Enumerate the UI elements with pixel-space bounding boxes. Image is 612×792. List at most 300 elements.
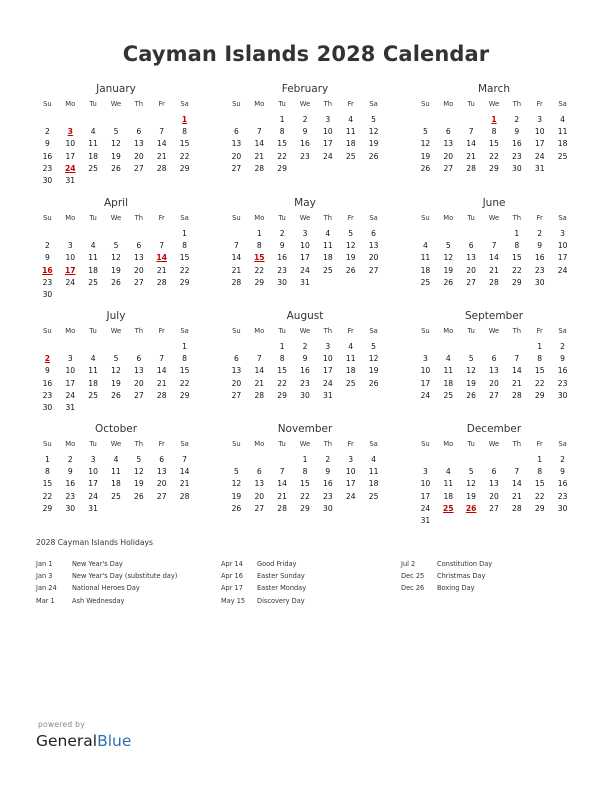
weekday-header: Tu	[89, 327, 97, 335]
day: 1	[302, 455, 308, 464]
weekday-header: Su	[232, 440, 241, 448]
day: 10	[345, 467, 356, 477]
day: 7	[159, 127, 165, 137]
day: 2	[560, 455, 565, 464]
day: 21	[231, 265, 242, 275]
weekday-header: Th	[323, 327, 333, 335]
day: 13	[489, 366, 499, 376]
day: 13	[254, 479, 265, 489]
day: 4	[423, 241, 428, 251]
day: 23	[42, 390, 53, 400]
day: 22	[534, 491, 545, 501]
day: 7	[514, 354, 520, 364]
brand-logo[interactable]	[36, 732, 131, 750]
day: 15	[277, 366, 287, 376]
day: 3	[67, 241, 73, 251]
empty-day	[127, 114, 150, 126]
day: 4	[113, 455, 119, 464]
weekday-header: Tu	[278, 100, 286, 108]
day: 22	[179, 151, 190, 161]
weekday-header: Mo	[254, 327, 265, 335]
empty-day	[225, 341, 248, 353]
day: 1	[514, 229, 520, 238]
month-april	[36, 196, 196, 301]
day: 19	[231, 491, 242, 501]
weekday-header: We	[299, 214, 311, 222]
day: 3	[302, 229, 308, 238]
day: 9	[67, 467, 73, 477]
weekday-header: Sa	[369, 100, 378, 108]
day: 8	[302, 467, 308, 477]
weekday-header: We	[299, 327, 311, 335]
weekday-header: Sa	[180, 214, 189, 222]
day: 4	[90, 127, 96, 137]
day: 6	[491, 467, 497, 477]
holiday-day: 25	[442, 503, 454, 513]
month-name: January	[96, 83, 136, 95]
weekday-header: Fr	[347, 214, 354, 222]
month-february	[225, 82, 385, 175]
day: 25	[443, 390, 454, 400]
empty-day	[82, 341, 105, 353]
empty-day	[225, 228, 248, 240]
day: 1	[256, 229, 262, 238]
holiday-name: Easter Monday	[257, 584, 307, 593]
day: 31	[420, 515, 431, 525]
day: 16	[42, 151, 53, 161]
powered-by-label: powered by	[38, 720, 85, 729]
weekday-header: Sa	[369, 327, 378, 335]
day: 28	[156, 390, 167, 400]
holiday-name: Constitution Day	[437, 560, 493, 568]
holiday-date: May 15	[221, 596, 246, 605]
day: 25	[88, 277, 98, 287]
month-august	[225, 309, 385, 402]
day: 27	[156, 491, 167, 501]
empty-day	[460, 114, 483, 126]
empty-day	[82, 228, 105, 240]
day: 26	[134, 491, 144, 501]
holiday-name: Boxing Day	[437, 584, 475, 593]
empty-day	[36, 341, 59, 353]
day: 2	[325, 455, 331, 464]
day: 31	[323, 390, 333, 400]
day: 29	[300, 503, 310, 513]
holiday-row	[36, 558, 177, 570]
weekday-header: Th	[323, 214, 333, 222]
month-name: March	[477, 83, 510, 95]
day: 9	[302, 354, 308, 364]
holiday-name: Easter Sunday	[257, 572, 305, 581]
month-name: August	[286, 310, 324, 322]
day: 23	[323, 491, 333, 501]
day: 19	[345, 253, 356, 263]
empty-day	[414, 341, 437, 353]
day: 11	[443, 479, 454, 489]
day: 1	[182, 342, 187, 351]
day: 6	[159, 455, 165, 464]
weekday-header: Su	[43, 440, 52, 448]
day: 21	[179, 479, 190, 489]
day: 3	[423, 354, 428, 364]
holiday-date: Jan 24	[36, 584, 57, 593]
day: 25	[323, 265, 333, 275]
day: 14	[254, 139, 265, 149]
weekday-header: Mo	[254, 214, 265, 222]
weekday-header: Fr	[158, 214, 165, 222]
day: 21	[466, 151, 476, 161]
empty-day	[59, 228, 82, 240]
month-july	[36, 309, 196, 414]
holiday-date: Mar 1	[36, 596, 55, 605]
day: 7	[159, 354, 165, 364]
day: 13	[466, 253, 476, 263]
holiday-date: Apr 14	[221, 560, 243, 568]
weekday-header: Sa	[180, 440, 189, 448]
day: 14	[512, 366, 522, 376]
day: 17	[345, 479, 356, 489]
day: 14	[156, 366, 167, 376]
day: 3	[348, 455, 354, 464]
day: 8	[182, 241, 187, 251]
day: 7	[256, 127, 262, 137]
empty-day	[127, 341, 150, 353]
day: 13	[443, 139, 454, 149]
day: 8	[256, 241, 262, 251]
day: 12	[443, 253, 454, 263]
month-name: July	[106, 310, 126, 322]
month-name: December	[466, 423, 522, 435]
day: 6	[136, 241, 142, 251]
weekday-header: Tu	[278, 214, 286, 222]
day: 20	[134, 265, 144, 275]
day: 12	[466, 479, 476, 489]
weekday-header: We	[488, 327, 500, 335]
weekday-header: Th	[512, 100, 522, 108]
holiday-day: 15	[253, 253, 265, 263]
day: 8	[537, 467, 543, 477]
day: 11	[88, 139, 98, 149]
day: 15	[534, 479, 545, 489]
day: 21	[489, 265, 499, 275]
day: 12	[111, 253, 121, 263]
day: 26	[466, 390, 476, 400]
day: 18	[88, 265, 98, 275]
day: 28	[489, 277, 499, 287]
empty-day	[59, 341, 82, 353]
month-may	[225, 196, 385, 289]
day: 30	[534, 277, 545, 287]
day: 22	[300, 491, 310, 501]
holiday-name: Discovery Day	[257, 596, 305, 605]
month-name: September	[464, 310, 524, 322]
day: 13	[368, 241, 379, 251]
weekday-header: Sa	[558, 100, 567, 108]
month-name: February	[281, 83, 329, 95]
day: 8	[537, 354, 543, 364]
day: 8	[182, 127, 187, 137]
day: 25	[368, 491, 379, 501]
month-grid	[36, 98, 196, 187]
day: 13	[134, 366, 144, 376]
empty-day	[105, 341, 128, 353]
holiday-date: Jan 1	[36, 560, 53, 568]
day: 28	[512, 390, 522, 400]
month-grid	[414, 212, 574, 289]
day: 3	[325, 115, 331, 124]
weekday-header: Su	[421, 100, 430, 108]
weekday-header: Mo	[254, 100, 265, 108]
day: 19	[443, 265, 454, 275]
day: 18	[443, 491, 454, 501]
day: 18	[88, 151, 98, 161]
day: 15	[179, 253, 190, 263]
weekday-header: Th	[512, 327, 522, 335]
weekday-header: Sa	[558, 440, 567, 448]
day: 23	[512, 151, 522, 161]
day: 12	[111, 139, 121, 149]
day: 24	[323, 151, 333, 161]
day: 28	[466, 163, 476, 173]
day: 30	[557, 503, 568, 513]
day: 27	[443, 163, 454, 173]
day: 12	[368, 354, 379, 364]
day: 16	[42, 378, 53, 388]
weekday-header: Su	[421, 440, 430, 448]
day: 4	[560, 115, 565, 124]
day: 19	[368, 139, 379, 149]
holiday-row	[401, 558, 492, 570]
day: 8	[279, 127, 285, 137]
day: 4	[445, 467, 451, 477]
weekday-header: Su	[421, 214, 430, 222]
day: 10	[557, 241, 568, 251]
empty-day	[483, 228, 506, 240]
day: 24	[420, 503, 431, 513]
day: 20	[231, 378, 242, 388]
empty-day	[150, 114, 173, 126]
day: 5	[468, 467, 474, 477]
month-name: April	[104, 197, 128, 209]
day: 10	[420, 479, 431, 489]
month-december	[414, 422, 574, 527]
weekday-header: Sa	[180, 327, 189, 335]
day: 17	[88, 479, 98, 489]
empty-day	[271, 454, 294, 466]
day: 15	[42, 479, 53, 489]
day: 3	[560, 229, 565, 238]
day: 20	[254, 491, 265, 501]
day: 2	[67, 455, 73, 464]
day: 14	[156, 139, 167, 149]
day: 7	[468, 127, 474, 137]
day: 6	[468, 241, 474, 251]
day: 1	[537, 455, 543, 464]
day: 27	[254, 503, 265, 513]
weekday-header: Sa	[369, 214, 378, 222]
day: 19	[466, 491, 476, 501]
day: 18	[88, 378, 98, 388]
day: 4	[348, 342, 354, 351]
month-november	[225, 422, 385, 515]
weekday-header: Th	[512, 440, 522, 448]
day: 23	[65, 491, 76, 501]
day: 22	[179, 265, 190, 275]
empty-day	[414, 114, 437, 126]
day: 17	[420, 491, 431, 501]
day: 11	[88, 253, 98, 263]
weekday-header: Tu	[467, 100, 475, 108]
weekday-header: Sa	[369, 440, 378, 448]
month-grid	[36, 438, 196, 515]
day: 26	[111, 163, 121, 173]
weekday-header: Mo	[443, 440, 454, 448]
day: 30	[323, 503, 333, 513]
day: 4	[445, 354, 451, 364]
empty-day	[505, 341, 528, 353]
day: 3	[67, 354, 73, 364]
day: 5	[423, 127, 428, 137]
day: 5	[371, 342, 376, 351]
month-grid	[36, 212, 196, 301]
day: 22	[534, 378, 545, 388]
day: 11	[345, 127, 356, 137]
day: 3	[537, 115, 543, 124]
day: 4	[348, 115, 354, 124]
day: 26	[345, 265, 356, 275]
day: 23	[42, 163, 53, 173]
day: 8	[182, 354, 187, 364]
weekday-header: Mo	[65, 440, 76, 448]
holiday-name: Good Friday	[257, 560, 297, 568]
day: 27	[489, 503, 499, 513]
day: 8	[514, 241, 520, 251]
day: 12	[368, 127, 379, 137]
day: 10	[323, 127, 333, 137]
day: 6	[371, 229, 376, 238]
day: 19	[111, 378, 121, 388]
day: 29	[277, 163, 287, 173]
day: 27	[466, 277, 476, 287]
day: 25	[345, 151, 356, 161]
day: 12	[231, 479, 242, 489]
holiday-name: Christmas Day	[437, 572, 486, 581]
day: 20	[466, 265, 476, 275]
weekday-header: We	[110, 440, 122, 448]
day: 22	[512, 265, 522, 275]
day: 28	[231, 277, 242, 287]
weekday-header: Su	[232, 100, 241, 108]
weekday-header: Fr	[536, 214, 543, 222]
weekday-header: We	[299, 440, 311, 448]
day: 2	[514, 115, 520, 124]
day: 6	[136, 354, 142, 364]
day: 30	[300, 390, 310, 400]
month-grid	[225, 98, 385, 175]
weekday-header: Fr	[536, 100, 543, 108]
day: 27	[489, 390, 499, 400]
day: 14	[466, 139, 476, 149]
day: 22	[42, 491, 53, 501]
day: 13	[489, 479, 499, 489]
day: 26	[231, 503, 242, 513]
day: 6	[234, 354, 239, 364]
day: 7	[491, 241, 497, 251]
weekday-header: Th	[323, 440, 333, 448]
day: 29	[179, 277, 190, 287]
day: 24	[534, 151, 545, 161]
month-grid	[225, 212, 385, 289]
holiday-row	[36, 570, 177, 582]
day: 25	[345, 378, 356, 388]
day: 23	[300, 378, 310, 388]
day: 17	[557, 253, 568, 263]
month-name: June	[482, 197, 506, 209]
weekday-header: Mo	[65, 214, 76, 222]
day: 15	[512, 253, 522, 263]
day: 9	[325, 467, 331, 477]
holiday-day: 14	[156, 253, 167, 263]
weekday-header: We	[488, 440, 500, 448]
day: 5	[468, 354, 474, 364]
day: 10	[65, 253, 76, 263]
weekday-header: We	[110, 100, 122, 108]
day: 4	[371, 455, 376, 464]
day: 3	[423, 467, 428, 477]
holiday-row	[401, 570, 492, 582]
day: 7	[256, 354, 262, 364]
empty-day	[225, 454, 248, 466]
holiday-row	[36, 582, 177, 594]
day: 7	[514, 467, 520, 477]
empty-day	[414, 454, 437, 466]
holiday-date: Apr 17	[221, 584, 243, 593]
day: 18	[345, 139, 356, 149]
weekday-header: Su	[232, 327, 241, 335]
holiday-row	[221, 558, 306, 570]
day: 10	[323, 354, 333, 364]
day: 27	[231, 390, 242, 400]
weekday-header: Fr	[158, 440, 165, 448]
day: 8	[279, 354, 285, 364]
weekday-header: Tu	[278, 327, 286, 335]
day: 26	[443, 277, 454, 287]
weekday-header: Th	[134, 440, 144, 448]
day: 21	[277, 491, 287, 501]
holiday-date: Apr 16	[221, 572, 243, 581]
day: 9	[45, 253, 50, 263]
empty-day	[460, 341, 483, 353]
day: 9	[279, 241, 285, 251]
holiday-day: 24	[64, 163, 76, 173]
empty-day	[483, 454, 506, 466]
day: 17	[323, 366, 333, 376]
day: 15	[300, 479, 310, 489]
day: 29	[534, 503, 545, 513]
empty-day	[460, 454, 483, 466]
day: 9	[560, 467, 565, 477]
day: 18	[323, 253, 333, 263]
day: 20	[489, 378, 499, 388]
day: 20	[443, 151, 454, 161]
day: 7	[234, 241, 239, 251]
day: 28	[277, 503, 287, 513]
weekday-header: Sa	[558, 327, 567, 335]
day: 9	[302, 127, 308, 137]
day: 25	[88, 163, 98, 173]
day: 28	[179, 491, 190, 501]
empty-day	[248, 341, 271, 353]
